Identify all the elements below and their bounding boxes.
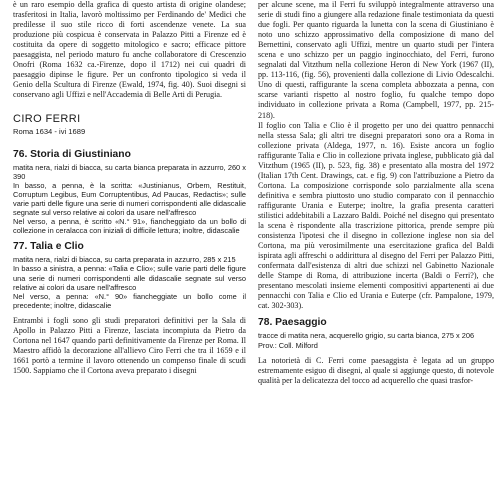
entry-76-technique: matita nera, rialzi di biacca, su carta bianca preparata in azzurro, 260 x 390: [13, 162, 246, 181]
entry-78-commentary: La notorietà di C. Ferri come paesaggista è legata ad un gruppo estremamente esiguo di disegni, al quale si aggiunge questo, di notevole qualità per la delicatezza del tocco ad acquerello che quasi trasfor-: [258, 355, 494, 385]
right-column: [258, 0, 494, 386]
second-paragraph: Il foglio con Talia e Clio è il progetto per uno dei quattro pennacchi nella stessa Sala; gli altri tre disegni preparatori sono ora a Roma in collezione privata (Aldega, 1977, n. 16). Esiste ancora un foglio raffigurante Talia e Clio in collezione privata inglese, pubblicato già dal Vitzthum (1965 (II), p. 523, fig. 38) e presentato alla mostra del 1972 (Italian 17th Cent. Drawings, cat. e fig. 9) con l'attribuzione a Pietro da Cortona. La composizione corrisponde solo parzialmente alla scena definitiva e sembra piuttosto uno studio comparato con il pennacchio raffigurante Urania e Euterpe; inoltre, la grafia presenta caratteri stilistici addebitabili a Lazzaro Baldi. Poiché nel disegno qui presentato la scena è rispondente alla trascrizione pittorica, prende sempre più consistenza l'ipotesi che il disegno in collezione inglese non sia del Cortona, ma più verosimilmente una esercitazione grafica del Baldi ispirata agli affreschi o addirittura al disegno del Ferri per Palazzo Pitti, confermata dall'esistenza di altri due schizzi nel Gabinetto Nazionale delle Stampe di Roma, di attribuzione incerta (Baldi o Ferri?), che presentano mescolati insieme elementi compositivi appartenenti ai due pennacchi con Talia e Clio ed Urania e Euterpe (cfr. Pampalone, 1979, cat. 302-303).: [258, 120, 494, 311]
entry-78-title: 78. Paesaggio: [258, 317, 327, 329]
commentary-continued: per alcune scene, ma il Ferri fu sviluppò integralmente attraverso una serie di studi fino a giungere alla redazione finale testimoniata da questi due fogli. Per quanto riguarda la lunetta con la scena di Giustiniano è noto uno schizzo approssimativo della composizione di mano del Bernettini, conservato agli Uffizi, mentre un quarto studi per l'intera scena e uno schizzo per un paggio inginocchiato, del Ferri, furono segnalati dal Vitzthum nella collezione Heron di New York (1967 (II), pp. 113-116, (fig. 56), provenienti dalla collezione di Livio Odescalchi. Uno di questi, raffigurante la scena completa abbozzata a penna, con scarse varianti rispetto al nostro foglio, fu qualche tempo dopo individuato in collezione privata a Roma (Campbell, 1977, pp. 215-218).: [258, 0, 494, 120]
entry-77-verso: Nel verso, a penna: «N.° 90» fiancheggiate un bollo come il precedente; inoltre, didascalie: [13, 291, 246, 310]
author-dates: Roma 1634 - ivi 1689: [13, 126, 86, 136]
entry-76-verso: Nel verso, a penna, è scritto «N.° 91», fiancheggiato da un bollo di collezione in ceralacca con iniziali di difficile lettura; inoltre, didascalie: [13, 217, 246, 236]
entry-76-title: 76. Storia di Giustiniano: [13, 148, 131, 160]
entry-77-title: 77. Talia e Clio: [13, 241, 84, 253]
entry-77-commentary: Entrambi i fogli sono gli studi preparatori definitivi per la Sala di Apollo in Palazzo Pitti a Firenze, lasciata incompiuta da Pietro da Cortona nel 1647 quando partì definitivamente da Firenze per Roma. Il Maestro affidò la decorazione all'allievo Ciro Ferri che tra il 1659 e il 1661 portò a termine il lavoro ottenendo un compenso finale di scudi 1500. Sappiamo che il Cortona aveva preparato i disegni: [13, 315, 246, 376]
entry-78-technique: tracce di matita nera, acquerello grigio, su carta bianca, 275 x 206: [258, 331, 475, 341]
entry-77-inscriptions: In basso a sinistra, a penna: «Talia e Clio»; sulle varie parti delle figure una serie di numeri corrispondenti alle didascalie segnate sul verso relative ai colori da usare nell'affresco: [13, 264, 246, 292]
entry-76-inscriptions: In basso, a penna, è la scritta: «Justinianus, Orbem, Restituit, Corruptum Legibus, Eum Corruptentibus, Ad Paucas, Redactis»; sulle varie parti delle figure una serie di numeri corrispondenti alle didascalie segnate sul verso relative ai colori da usare nell'affresco: [13, 180, 246, 218]
entry-78-provenance: Prov.: Coll. Milford: [258, 340, 318, 350]
entry-77-technique: matita nera, rialzi di biacca, su carta preparata in azzurro, 285 x 215: [13, 255, 236, 265]
author-name: CIRO FERRI: [13, 113, 81, 126]
left-column: [13, 0, 246, 376]
intro-paragraph: è un raro esempio della grafica di questo artista di origine olandese; trasferitosi in Italia, lavorò moltissimo per Ferdinando de' Medici che predilesse il suo stile ricco di forti ascendenze venete. La sua produzione più cospicua è conservata in Palazzo Pitti a Firenze ed è costituita da opere di soggetto mitologico e sacro; efficace pittore paesaggista, nel periodo maturo fu anche collaboratore di Crescenzio Onofri (Roma 1632 ca.-Firenze, dopo il 1712) nei cui quadri di paesaggio dipinse le figure. Per un confronto tipologico si veda il Genio della Scultura di Firenze (Ewald, 1974, fig. 40). Suoi disegni si conservano agli Uffizi e nell'Accademia di Belle Arti di Perugia.: [13, 0, 246, 100]
